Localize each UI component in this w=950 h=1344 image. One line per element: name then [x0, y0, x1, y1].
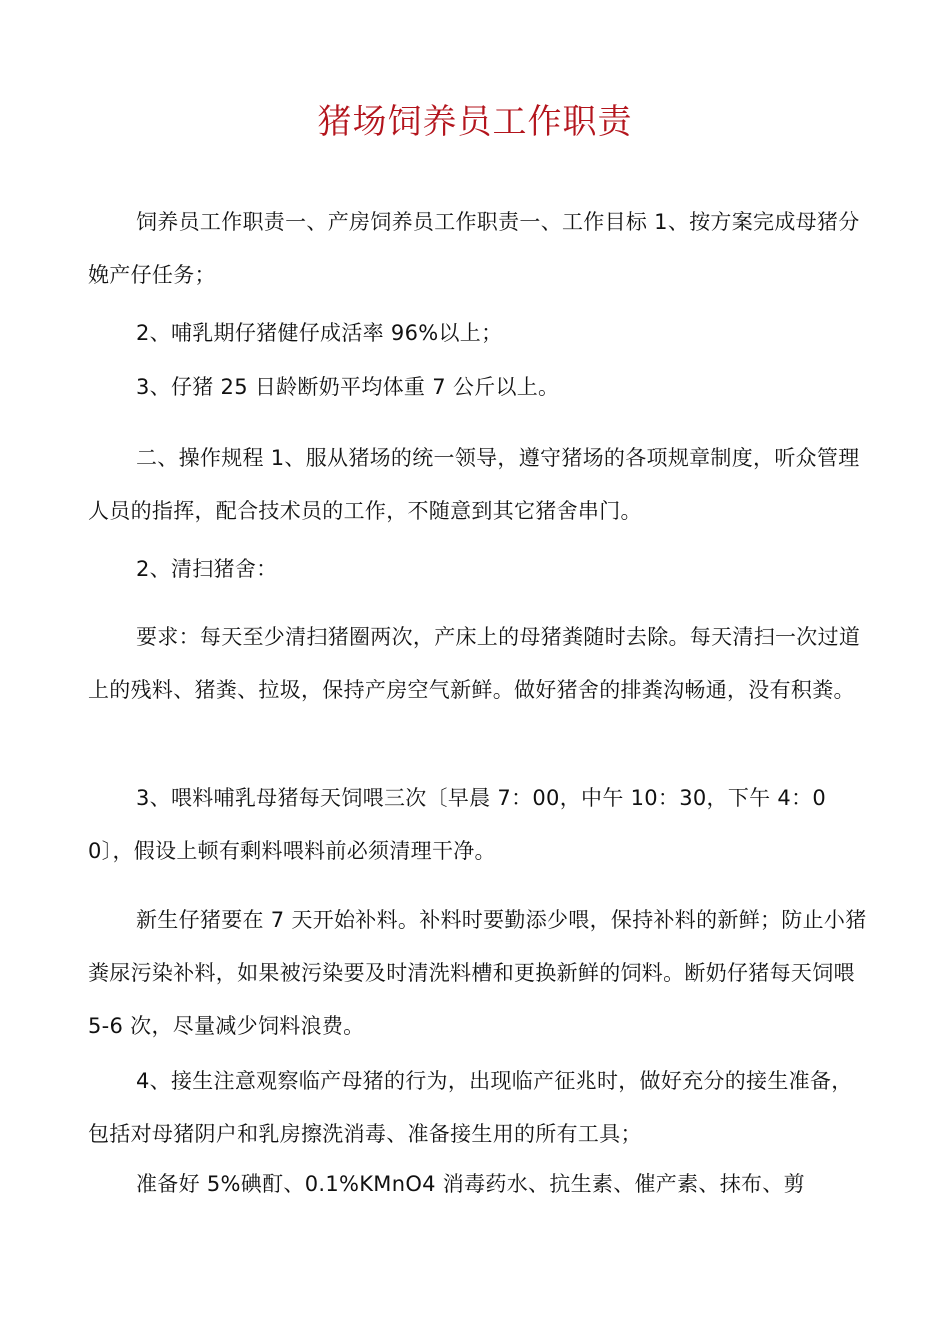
- document-title: 猪场饲养员工作职责: [317, 102, 633, 142]
- paragraph-1: 饲养员工作职责一、产房饲养员工作职责一、工作目标 1、按方案完成母猪分娩产仔任务；: [88, 210, 860, 287]
- paragraph-4: 二、操作规程 1、服从猪场的统一领导，遵守猪场的各项规章制度，听众管理人员的指挥，配合技术员的工作，不随意到其它猪舍串门。: [88, 446, 860, 523]
- paragraph-2: 2、哺乳期仔猪健仔成活率 96%以上；: [136, 321, 503, 345]
- paragraph-5: 2、清扫猪舍：: [136, 557, 278, 581]
- paragraph-10: 准备好 5%碘酊、0.1%KMnO4 消毒药水、抗生素、催产素、抹布、剪: [136, 1172, 805, 1196]
- paragraph-8: 新生仔猪要在 7 天开始补料。补料时要勤添少喂，保持补料的新鲜；防止小猪粪尿污染补料，如果被污染要及时清洗料槽和更换新鲜的饲料。断奶仔猪每天饲喂 5-6 次，尽量减少饲料浪费。: [88, 908, 867, 1038]
- paragraph-9: 4、接生注意观察临产母猪的行为，出现临产征兆时，做好充分的接生准备，包括对母猪阴户和乳房擦洗消毒、准备接生用的所有工具；: [88, 1069, 853, 1146]
- paragraph-6: 要求：每天至少清扫猪圈两次，产床上的母猪粪随时去除。每天清扫一次过道上的残料、猪粪、拉圾，保持产房空气新鲜。做好猪舍的排粪沟畅通，没有积粪。: [88, 625, 861, 702]
- paragraph-7: 3、喂料哺乳母猪每天饲喂三次〔早晨 7：00，中午 10：30，下午 4：00〕，假设上顿有剩料喂料前必须清理干净。: [88, 786, 827, 863]
- paragraph-3: 3、仔猪 25 日龄断奶平均体重 7 公斤以上。: [136, 375, 560, 399]
